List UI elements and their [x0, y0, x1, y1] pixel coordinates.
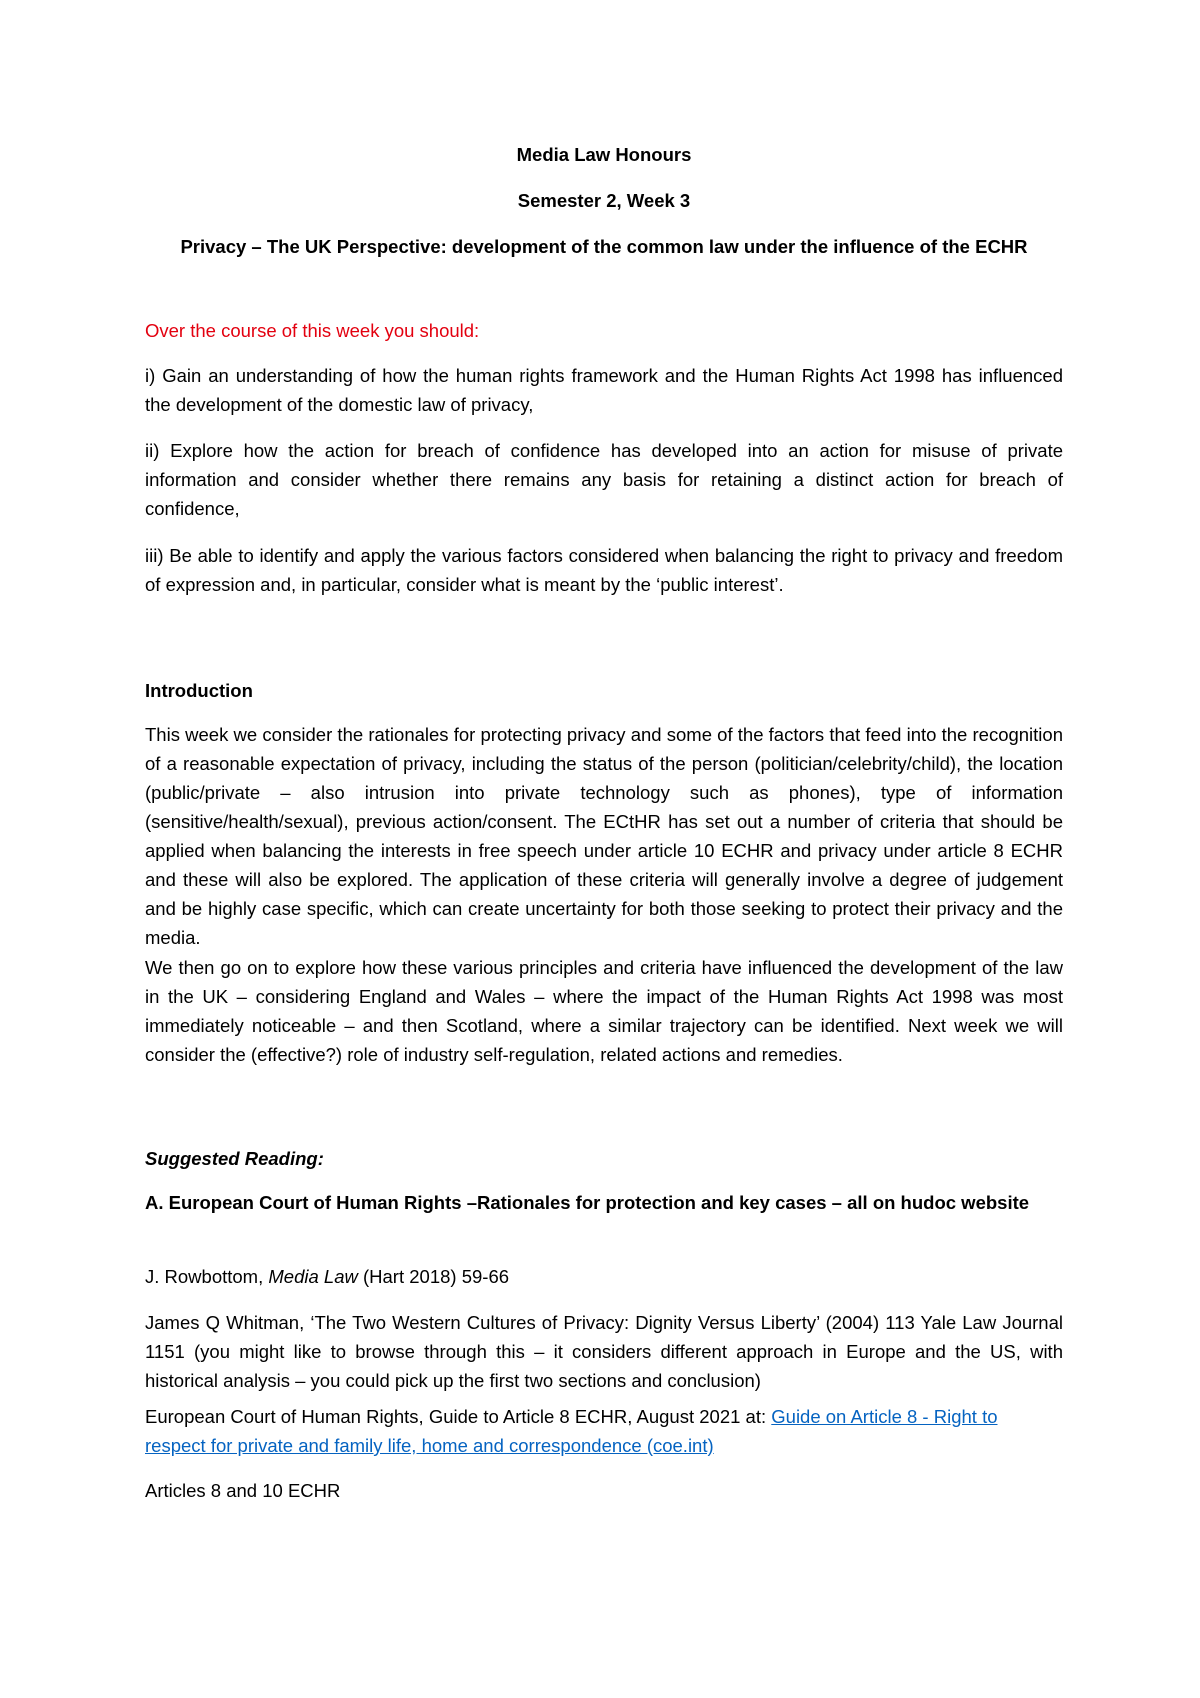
- reading-guide: [145, 1402, 1063, 1460]
- course-title: Media Law Honours: [516, 144, 692, 165]
- reading-section-a: A. European Court of Human Rights –Rationales for protection and key cases – all on hudoc website: [145, 1192, 1030, 1213]
- rowbottom-author: J. Rowbottom,: [145, 1266, 269, 1287]
- reading-whitman: James Q Whitman, ‘The Two Western Cultures of Privacy: Dignity Versus Liberty’ (2004) 113 Yale Law Journal 1151 (you might like to browse through this – it considers different approach in Europe and the US, with historical analysis – you could pick up the first two sections and conclusion): [145, 1312, 1063, 1391]
- reading-rowbottom: [145, 1262, 1063, 1291]
- objectives-heading: Over the course of this week you should:: [145, 320, 480, 341]
- rowbottom-details: (Hart 2018) 59-66: [357, 1266, 510, 1287]
- rowbottom-title: Media Law: [268, 1266, 358, 1287]
- guide-article-8-link[interactable]: Guide on Article 8 - Right to respect for private and family life, home and correspondence (coe.int): [145, 1406, 998, 1456]
- topic-title: Privacy – The UK Perspective: development of the common law under the influence of the ECHR: [180, 236, 1028, 257]
- objective-item-1: i) Gain an understanding of how the human rights framework and the Human Rights Act 1998 has influenced the development of the domestic law of privacy,: [145, 365, 1063, 415]
- introduction-heading: Introduction: [145, 680, 253, 701]
- guide-prefix: European Court of Human Rights, Guide to Article 8 ECHR, August 2021 at:: [145, 1406, 772, 1427]
- introduction-paragraph-2: We then go on to explore how these various principles and criteria have influenced the development of the law in the UK – considering England and Wales – where the impact of the Human Rights Act 1998 was most immediately noticeable – and then Scotland, where a similar trajectory can be identified. Next week we will consider the (effective?) role of industry self-regulation, related actions and remedies.: [145, 957, 1063, 1065]
- reading-articles: Articles 8 and 10 ECHR: [145, 1480, 341, 1501]
- objective-item-2: ii) Explore how the action for breach of confidence has developed into an action for misuse of private information and consider whether there remains any basis for retaining a distinct action for breach of confidence,: [145, 440, 1063, 519]
- objective-item-3: iii) Be able to identify and apply the various factors considered when balancing the right to privacy and freedom of expression and, in particular, consider what is meant by the ‘public interest’.: [145, 545, 1063, 595]
- introduction-paragraph-1: This week we consider the rationales for protecting privacy and some of the factors that feed into the recognition of a reasonable expectation of privacy, including the status of the person (politician/celebrity/child), the location (public/private – also intrusion into private technology such as phones), type of information (sensitive/health/sexual), previous action/consent. The ECtHR has set out a number of criteria that should be applied when balancing the interests in free speech under article 10 ECHR and privacy under article 8 ECHR and these will also be explored. The application of these criteria will generally involve a degree of judgement and be highly case specific, which can create uncertainty for both those seeking to protect their privacy and the media.: [145, 724, 1063, 948]
- semester-week: Semester 2, Week 3: [517, 190, 691, 211]
- suggested-reading-heading: Suggested Reading:: [145, 1148, 324, 1169]
